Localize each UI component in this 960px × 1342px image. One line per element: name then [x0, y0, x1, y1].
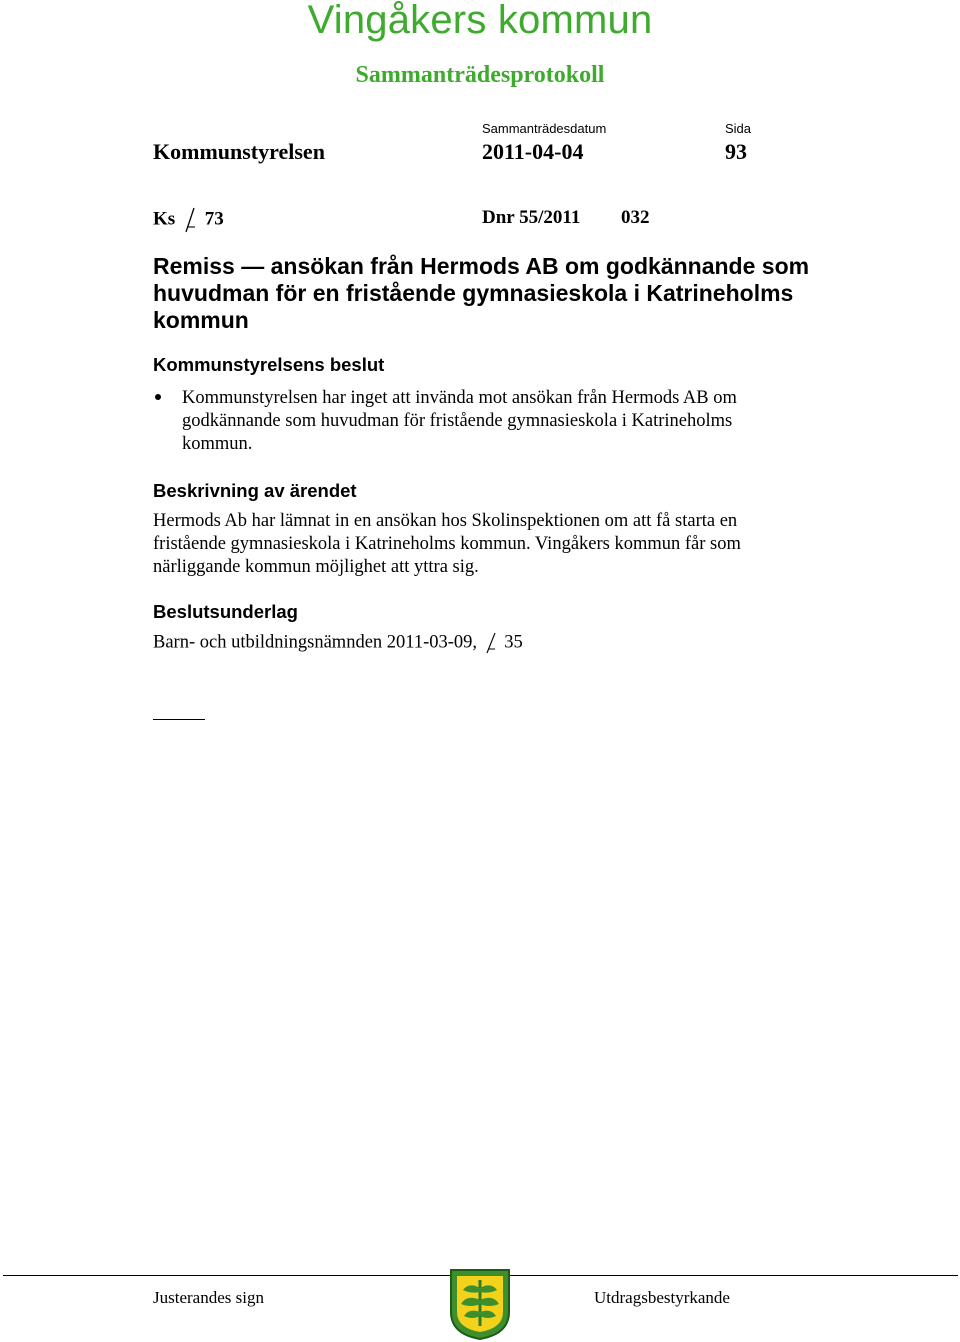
- meeting-date: 2011-04-04: [482, 139, 584, 164]
- bullet-icon: [155, 394, 161, 400]
- section-sign-icon: [184, 207, 196, 233]
- description-heading: Beskrivning av ärendet: [153, 480, 357, 501]
- basis-number: 35: [504, 632, 523, 653]
- basis-heading: Beslutsunderlag: [153, 601, 298, 622]
- section-sign-icon: [486, 632, 496, 654]
- basis-reference: Barn- och utbildningsnämnden 2011-03-09,: [153, 632, 478, 653]
- page-label: Sida: [725, 121, 752, 136]
- decision-heading: Kommunstyrelsens beslut: [153, 354, 385, 375]
- case-number: 73: [204, 208, 224, 230]
- org-name: Vingåkers kommun: [307, 0, 653, 42]
- description-text: Hermods Ab har lämnat in en ansökan hos Skolinspektionen om att få starta en fristående gymnasieskola i Katrineholms kommun. Vingåkers kommun får som närliggande kommun möjlighet att yttra sig.: [153, 511, 741, 577]
- signature-label: Justerandes sign: [153, 1288, 264, 1307]
- page-number: 93: [725, 139, 747, 164]
- document-type: Sammanträdesprotokoll: [355, 62, 605, 88]
- case-prefix: Ks: [153, 208, 176, 230]
- dnr: Dnr 55/2011: [482, 207, 581, 228]
- case-title: Remiss — ansökan från Hermods AB om godkännande som huvudman för en fristående gymnasieskola i Katrineholms kommun: [153, 253, 810, 333]
- coat-of-arms-icon: [449, 1268, 511, 1340]
- basis-text: [153, 632, 523, 654]
- case-reference: [153, 207, 224, 233]
- date-label: Sammanträdesdatum: [482, 121, 607, 136]
- decision-text: Kommunstyrelsen har inget att invända mot ansökan från Hermods AB om godkännande som huvudman för fristående gymnasieskola i Katrineholms kommun.: [182, 388, 737, 454]
- divider: [153, 719, 205, 720]
- certification-label: Utdragsbestyrkande: [594, 1288, 730, 1307]
- dnr-code: 032: [621, 207, 650, 228]
- committee-name: Kommunstyrelsen: [153, 139, 325, 164]
